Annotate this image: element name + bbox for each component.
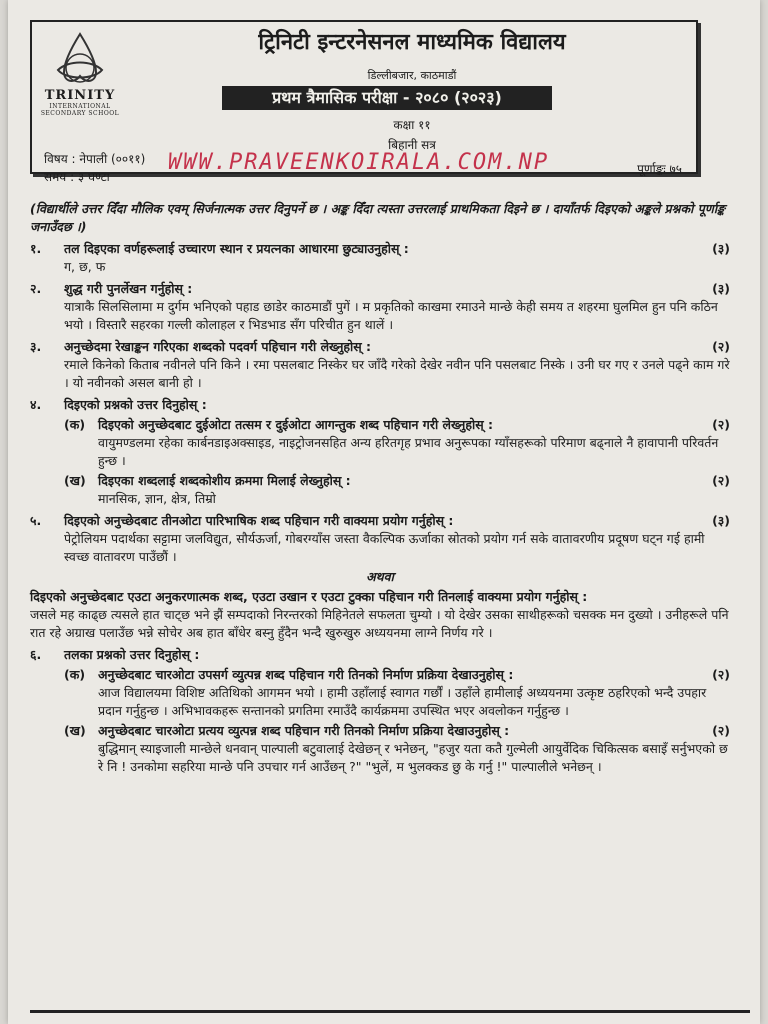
question-text: तल दिइएका वर्णहरूलाई उच्चारण स्थान र प्रयत्नका आधारमा छुट्याउनुहोस् :: [64, 241, 409, 256]
class-label: कक्षा ११: [393, 118, 431, 132]
subquestion-marks: (२): [712, 473, 730, 488]
question-text: तलका प्रश्नको उत्तर दिनुहोस् :: [64, 647, 200, 662]
question-1: [30, 240, 730, 258]
trinity-knot-icon: [50, 30, 110, 88]
subquestion-marks: (२): [712, 417, 730, 432]
school-logo: [40, 30, 120, 140]
question-body: रमाले किनेको किताब नवीनले पनि किने । रमा पसलबाट निस्केर घर जाँदै गरेको देखेर नवीन पनि पसलबाट निस्के । उनी घर गए र उनले पढ्ने काम गरे । यो नवीनको असल बानी हो ।: [64, 357, 730, 390]
subquestion-body: बुद्धिमान् स्याइजाली मान्छेले धनवान् पाल्पाली बटुवालाई देखेछन् र भनेछन्, "हजुर यता कतै गुल्मेली आयुर्वेदिक चिकित्सक बसाइँ सर्नुभएको छ रे नि ! उनकोमा सहरिया मान्छे पनि उपचार गर्न आउँछन् ?" "भुलें, म भुलक्कड छु के गर्नु !" पाल्पालीले भनेछन् ।: [98, 741, 728, 774]
instructions: (विद्यार्थीले उत्तर दिँदा मौलिक एवम् सिर्जनात्मक उत्तर दिनुपर्ने छ । अङ्क दिँदा त्यस्ता उत्तरलाई प्राथमिकता दिइने छ । दायाँतर्फ दिइएको अङ्कले प्रश्नको पूर्णाङ्क जनाउँदछ ।): [30, 201, 725, 234]
subquestion-text: दिइएको अनुच्छेदबाट दुईओटा तत्सम र दुईओटा आगन्तुक शब्द पहिचान गरी लेख्नुहोस् :: [98, 417, 494, 432]
question-number: २.: [30, 281, 42, 296]
time-label: समय : ३ घण्टा: [44, 170, 110, 184]
question-5: [30, 512, 730, 530]
subquestion-number: (क): [64, 417, 86, 432]
subquestion-text: अनुच्छेदबाट चारओटा उपसर्ग व्युत्पन्न शब्द पहिचान गरी तिनको निर्माण प्रक्रिया देखाउनुहोस् :: [98, 667, 514, 682]
subquestion-number: (ख): [64, 723, 86, 738]
question-body: पेट्रोलियम पदार्थका सट्टामा जलविद्युत, सौर्यऊर्जा, गोबरग्याँस जस्ता वैकल्पिक ऊर्जाका स्रोतको प्रयोग गर्न सके वातावरणीय प्रदूषण घट्न गई हामी स्वच्छ वातावरण पाउँछौं ।: [64, 531, 705, 564]
logo-subtext-2: SECONDARY SCHOOL: [40, 110, 120, 117]
subquestion-body: आज विद्यालयमा विशिष्ट अतिथिको आगमन भयो । हामी उहाँलाई स्वागत गर्छौं । उहाँले हामीलाई अध्ययनमा उत्कृष्ट ठहरिएको भन्दै उपहार प्रदान गर्नुहुन्छ । अभिभावकहरू सन्तानको प्रगतिमा रमाउँदै कार्यक्रममा उपस्थित भएर अवलोकन गर्नुहुन्छ ।: [98, 685, 707, 718]
question-4: [30, 396, 730, 414]
school-name: ट्रिनिटी इन्टरनेसनल माध्यमिक विद्यालय: [258, 30, 566, 55]
subquestion-marks: (२): [712, 723, 730, 738]
subquestion-marks: (२): [712, 667, 730, 682]
questions: [30, 200, 730, 776]
subquestion-text: दिइएका शब्दलाई शब्दकोशीय क्रममा मिलाई लेख्नुहोस् :: [98, 473, 351, 488]
shift-label: बिहानी सत्र: [388, 138, 436, 152]
question-number: ३.: [30, 339, 42, 354]
alternate-question-body: जसले मह काढ्छ त्यसले हात चाट्छ भने झैं सम्पदाको निरन्तरको मिहिनेतले सफलता चुम्यो । यो देखेर उसका साथीहरूको चसक्क मन दुख्यो । उनीहरूले पनि रात रहे अग्राख पलाउँछ भन्ने सोचेर अब हात बाँधेर बस्नु हुँदैन भन्दै खुरुखुरु अध्ययनमा लाग्ने निर्णय गरे ।: [30, 607, 729, 640]
question-number: ४.: [30, 397, 42, 412]
logo-text: TRINITY: [44, 88, 116, 103]
subquestion-number: (क): [64, 667, 86, 682]
footer-divider: [30, 1010, 750, 1013]
question-2: [30, 280, 730, 298]
question-body: ग, छ, फ: [64, 259, 106, 274]
or-divider: अथवा: [366, 569, 394, 584]
exam-meta: [44, 150, 145, 186]
question-6b: [30, 722, 730, 740]
question-body: यात्राकै सिलसिलामा म दुर्गम भनिएको पहाड छाडेर काठमाडौं पुगें । म प्रकृतिको काखमा रमाउने मान्छे केही समय त शहरमा घुलमिल हुन पनि कठिन भयो । विस्तारै सहरका गल्ली कोलाहल र भिडभाड सँग परिचीत हुन थालें ।: [64, 299, 718, 332]
question-marks: (२): [712, 339, 730, 354]
subquestion-number: (ख): [64, 473, 86, 488]
subquestion-body: वायुमण्डलमा रहेका कार्बनडाइअक्साइड, नाइट्रोजनसहित अन्य हरितगृह प्रभाव अनुरूपका ग्याँसहरूको परिमाण बढ्नाले नै हावापानी परिवर्तन हुन्छ ।: [98, 435, 719, 468]
question-text: दिइएको अनुच्छेदबाट तीनओटा पारिभाषिक शब्द पहिचान गरी वाक्यमा प्रयोग गर्नुहोस् :: [64, 513, 454, 528]
question-marks: (३): [712, 281, 730, 296]
question-number: १.: [30, 241, 42, 256]
exam-paper: [8, 0, 760, 1024]
question-4a: [30, 416, 730, 434]
question-number: ५.: [30, 513, 42, 528]
alternate-question-text: दिइएको अनुच्छेदबाट एउटा अनुकरणात्मक शब्द, एउटा उखान र एउटा टुक्का पहिचान गरी तिनलाई वाक्यमा प्रयोग गर्नुहोस् :: [30, 589, 588, 604]
website-watermark: WWW.PRAVEENKOIRALA.COM.NP: [168, 150, 550, 175]
question-text: अनुच्छेदमा रेखाङ्कन गरिएका शब्दको पदवर्ग पहिचान गरी लेख्नुहोस् :: [64, 339, 372, 354]
question-4b: [30, 472, 730, 490]
question-3: [30, 338, 730, 356]
school-address: डिल्लीबजार, काठमाडौं: [367, 69, 457, 82]
question-text: शुद्ध गरी पुनर्लेखन गर्नुहोस् :: [64, 281, 193, 296]
logo-subtext: INTERNATIONAL: [49, 103, 111, 110]
question-6a: [30, 666, 730, 684]
question-marks: (३): [712, 513, 730, 528]
question-number: ६.: [30, 647, 42, 662]
subquestion-text: अनुच्छेदबाट चारओटा प्रत्यय व्युत्पन्न शब्द पहिचान गरी तिनको निर्माण प्रक्रिया देखाउनुहोस् :: [98, 723, 510, 738]
question-6: [30, 646, 730, 664]
exam-title: प्रथम त्रैमासिक परीक्षा - २०८० (२०२३): [222, 86, 552, 110]
full-marks: पूर्णाङ्कः ७५: [637, 162, 682, 176]
subject-label: विषय : नेपाली (००११): [44, 152, 146, 166]
subquestion-body: मानसिक, ज्ञान, क्षेत्र, तिम्रो: [98, 491, 216, 506]
question-text: दिइएको प्रश्नको उत्तर दिनुहोस् :: [64, 397, 207, 412]
question-marks: (३): [712, 241, 730, 256]
